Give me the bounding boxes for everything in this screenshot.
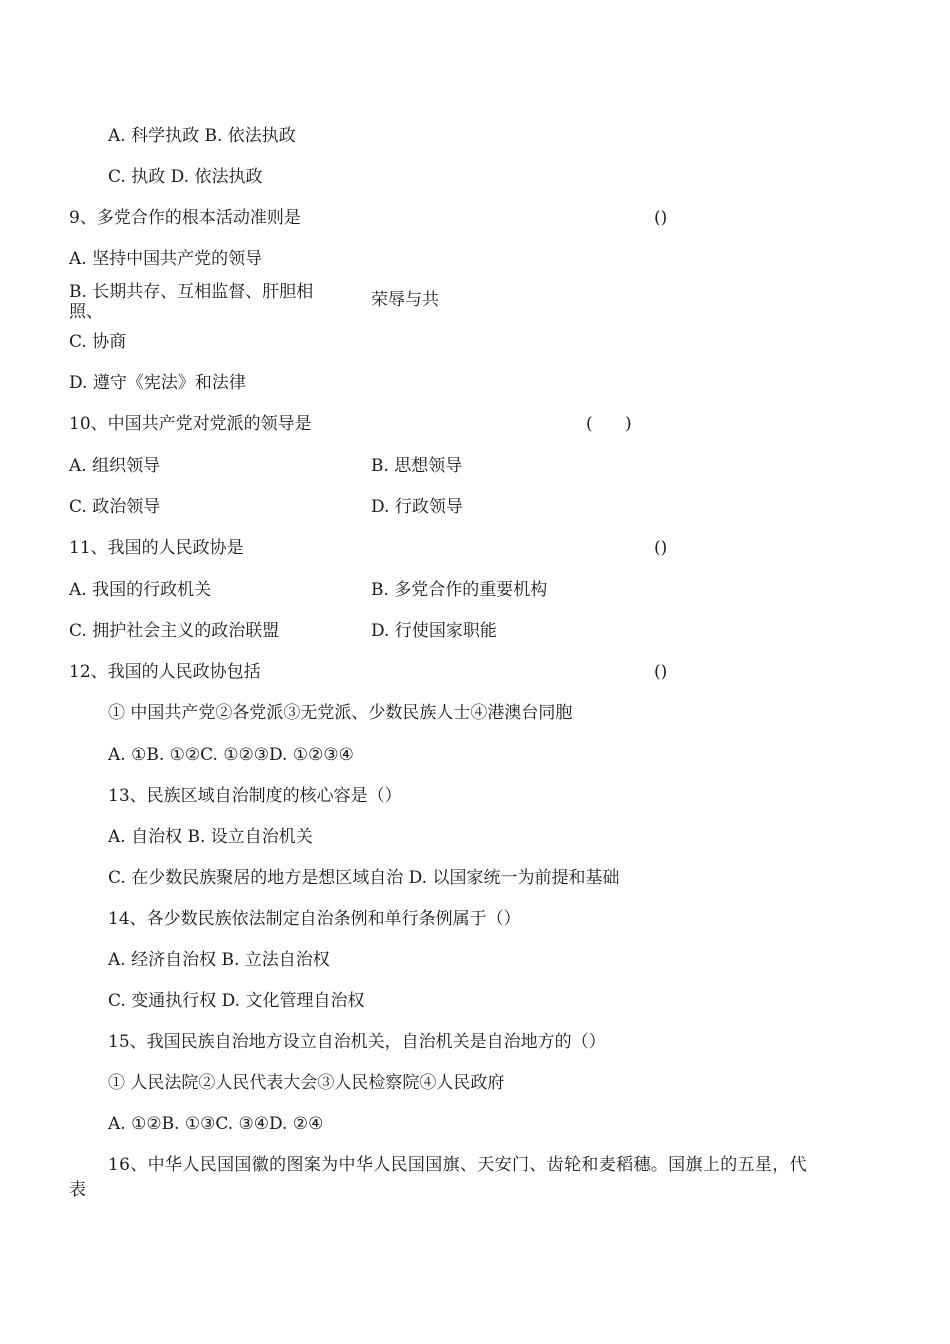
q11-option-d: D. 行使国家职能: [371, 621, 497, 641]
q9-option-b: B. 长期共存、互相监督、肝胆相照、: [69, 282, 314, 322]
q13-question: 13、民族区域自治制度的核心容是（）: [108, 786, 402, 806]
q15-options: A. ①②B. ①③C. ③④D. ②④: [108, 1114, 324, 1134]
q8-option-ab: A. 科学执政 B. 依法执政: [108, 126, 296, 146]
q10-option-c: C. 政治领导: [69, 497, 161, 517]
q11-option-a: A. 我国的行政机关: [69, 580, 212, 600]
q9-option-d: D. 遵守《宪法》和法律: [69, 373, 246, 393]
q14-option-cd: C. 变通执行权 D. 文化管理自治权: [108, 991, 365, 1011]
q9-option-b-continued: 荣辱与共: [371, 290, 439, 310]
q11-option-b: B. 多党合作的重要机构: [371, 580, 548, 600]
q12-options: A. ①B. ①②C. ①②③D. ①②③④: [108, 745, 354, 765]
q15-question: 15、我国民族自治地方设立自治机关，自治机关是自治地方的（）: [108, 1032, 606, 1052]
q10-option-d: D. 行政领导: [371, 497, 463, 517]
q16-question-line2: 表: [69, 1180, 86, 1200]
q14-question: 14、各少数民族依法制定自治条例和单行条例属于（）: [108, 909, 521, 929]
q11-question: 11、我国的人民政协是: [69, 538, 244, 558]
q8-option-cd: C. 执政 D. 依法执政: [108, 167, 263, 187]
q13-option-cd: C. 在少数民族聚居的地方是想区域自治 D. 以国家统一为前提和基础: [108, 868, 620, 888]
q10-option-b: B. 思想领导: [371, 456, 463, 476]
q11-option-c: C. 拥护社会主义的政治联盟: [69, 621, 280, 641]
q14-option-ab: A. 经济自治权 B. 立法自治权: [108, 950, 330, 970]
q9-question: 9、多党合作的根本活动准则是: [69, 208, 301, 228]
q9-option-a: A. 坚持中国共产党的领导: [69, 249, 263, 269]
q12-answer-paren: (): [654, 662, 668, 682]
q12-question: 12、我国的人民政协包括: [69, 662, 261, 682]
q15-items: ① 人民法院②人民代表大会③人民检察院④人民政府: [108, 1073, 505, 1093]
q10-option-a: A. 组织领导: [69, 456, 161, 476]
q10-answer-paren: ( ): [586, 414, 632, 434]
q9-option-c: C. 协商: [69, 332, 127, 352]
q13-option-ab: A. 自治权 B. 设立自治机关: [108, 827, 313, 847]
q10-question: 10、中国共产党对党派的领导是: [69, 414, 312, 434]
q9-answer-paren: (): [654, 208, 668, 228]
q16-question-line1: 16、中华人民国国徽的图案为中华人民国国旗、天安门、齿轮和麦稻穗。国旗上的五星，代: [108, 1155, 807, 1175]
q12-items: ① 中国共产党②各党派③无党派、少数民族人士④港澳台同胞: [108, 703, 573, 723]
q11-answer-paren: (): [654, 538, 668, 558]
